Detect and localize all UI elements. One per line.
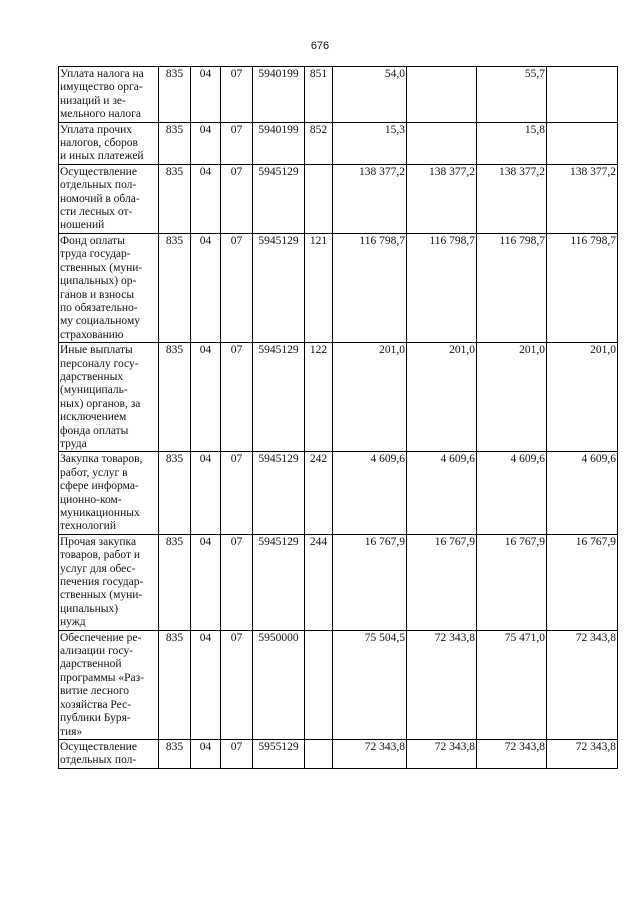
- table-row: [59, 534, 618, 630]
- amount-3-cell: 201,0: [477, 343, 547, 452]
- section-code-cell: 04: [191, 630, 221, 739]
- item-name-line: дарственной: [60, 658, 122, 671]
- table-row: [59, 233, 618, 342]
- section-code-cell: 04: [191, 164, 221, 233]
- item-name-line: исключением: [60, 411, 127, 424]
- expense-type-cell: 244: [305, 534, 333, 630]
- item-name-line: Осуществление: [60, 165, 137, 178]
- item-name-line: ственных (муни-: [60, 261, 143, 274]
- amount-4-cell: [547, 67, 618, 123]
- amount-2-cell: 138 377,2: [407, 164, 477, 233]
- item-name-line: Обеспечение ре-: [60, 631, 142, 644]
- item-name-line: страхованию: [60, 328, 124, 341]
- target-code-cell: 5945129: [253, 233, 305, 342]
- item-name-line: работ, услуг в: [60, 466, 128, 479]
- item-name-line: отдельных пол-: [60, 754, 137, 767]
- item-name-cell: [59, 452, 159, 534]
- item-name-line: имущество орга-: [60, 81, 143, 94]
- item-name-cell: [59, 739, 159, 768]
- item-name-line: Уплата налога на: [60, 68, 144, 80]
- subsection-code-cell: 07: [221, 164, 253, 233]
- expense-type-cell: 242: [305, 452, 333, 534]
- target-code-cell: 5945129: [253, 164, 305, 233]
- item-name-line: тия»: [60, 725, 83, 738]
- target-code-cell: 5945129: [253, 452, 305, 534]
- item-name-line: ношений: [60, 219, 105, 232]
- item-name-line: публики Буря-: [60, 712, 131, 725]
- amount-3-cell: 75 471,0: [477, 630, 547, 739]
- expense-type-cell: 122: [305, 343, 333, 452]
- item-name-line: дарственных: [60, 370, 124, 383]
- subsection-code-cell: 07: [221, 343, 253, 452]
- subsection-code-cell: 07: [221, 67, 253, 123]
- item-name-line: сфере информа-: [60, 480, 139, 493]
- item-name-line: налогов, сборов: [60, 137, 138, 150]
- amount-3-cell: 55,7: [477, 67, 547, 123]
- item-name-line: муникационных: [60, 507, 140, 519]
- ministry-code-cell: 835: [159, 630, 191, 739]
- item-name-line: печения государ-: [60, 576, 144, 589]
- item-name-line: ганов и взносы: [60, 288, 135, 301]
- section-code-cell: 04: [191, 122, 221, 164]
- expense-type-cell: 851: [305, 67, 333, 123]
- item-name-line: ализации госу-: [60, 645, 134, 658]
- item-name-line: му социальному: [60, 315, 140, 328]
- item-name-line: по обязательно-: [60, 301, 138, 314]
- target-code-cell: 5945129: [253, 534, 305, 630]
- amount-4-cell: 201,0: [547, 343, 618, 452]
- page-number: 676: [310, 40, 330, 52]
- item-name-line: низаций и зе-: [60, 94, 126, 107]
- amount-2-cell: 72 343,8: [407, 739, 477, 768]
- item-name-cell: [59, 164, 159, 233]
- amount-4-cell: 138 377,2: [547, 164, 618, 233]
- table-row: [59, 122, 618, 164]
- item-name-line: Уплата прочих: [60, 123, 133, 136]
- ministry-code-cell: 835: [159, 122, 191, 164]
- item-name-line: персоналу госу-: [60, 357, 139, 370]
- item-name-line: мельного налога: [60, 108, 141, 121]
- item-name-cell: [59, 343, 159, 452]
- target-code-cell: 5950000: [253, 630, 305, 739]
- amount-3-cell: 138 377,2: [477, 164, 547, 233]
- amount-2-cell: [407, 122, 477, 164]
- amount-3-cell: 15,8: [477, 122, 547, 164]
- amount-2-cell: 16 767,9: [407, 534, 477, 630]
- item-name-line: труда государ-: [60, 248, 131, 261]
- item-name-line: (муниципаль-: [60, 384, 128, 397]
- amount-1-cell: 15,3: [333, 122, 407, 164]
- item-name-line: номочий в обла-: [60, 192, 140, 205]
- expense-type-cell: [305, 164, 333, 233]
- amount-3-cell: 116 798,7: [477, 233, 547, 342]
- item-name-line: и иных платежей: [60, 150, 144, 163]
- amount-3-cell: 72 343,8: [477, 739, 547, 768]
- subsection-code-cell: 07: [221, 534, 253, 630]
- table-row: [59, 164, 618, 233]
- section-code-cell: 04: [191, 67, 221, 123]
- item-name-line: витие лесного: [60, 685, 130, 698]
- amount-2-cell: 4 609,6: [407, 452, 477, 534]
- expense-type-cell: 121: [305, 233, 333, 342]
- budget-table: [58, 66, 618, 769]
- item-name-line: фонда оплаты: [60, 424, 129, 437]
- target-code-cell: 5940199: [253, 67, 305, 123]
- subsection-code-cell: 07: [221, 739, 253, 768]
- ministry-code-cell: 835: [159, 233, 191, 342]
- amount-1-cell: 16 767,9: [333, 534, 407, 630]
- table-row: [59, 343, 618, 452]
- amount-1-cell: 75 504,5: [333, 630, 407, 739]
- expense-type-cell: [305, 630, 333, 739]
- subsection-code-cell: 07: [221, 233, 253, 342]
- item-name-line: ционно-ком-: [60, 493, 122, 506]
- item-name-line: хозяйства Рес-: [60, 698, 132, 711]
- expense-type-cell: [305, 739, 333, 768]
- item-name-line: ципальных): [60, 602, 119, 615]
- item-name-line: Прочая закупка: [60, 535, 137, 548]
- table-row: [59, 739, 618, 768]
- ministry-code-cell: 835: [159, 67, 191, 123]
- target-code-cell: 5945129: [253, 343, 305, 452]
- item-name-line: труда: [60, 437, 87, 450]
- item-name-line: товаров, работ и: [60, 549, 141, 562]
- item-name-line: Осуществление: [60, 740, 137, 753]
- section-code-cell: 04: [191, 233, 221, 342]
- item-name-cell: [59, 534, 159, 630]
- ministry-code-cell: 835: [159, 452, 191, 534]
- item-name-cell: [59, 67, 159, 123]
- item-name-cell: [59, 630, 159, 739]
- amount-2-cell: 116 798,7: [407, 233, 477, 342]
- amount-2-cell: 201,0: [407, 343, 477, 452]
- subsection-code-cell: 07: [221, 630, 253, 739]
- amount-4-cell: 72 343,8: [547, 739, 618, 768]
- amount-2-cell: [407, 67, 477, 123]
- amount-3-cell: 16 767,9: [477, 534, 547, 630]
- amount-1-cell: 116 798,7: [333, 233, 407, 342]
- table-row: [59, 452, 618, 534]
- amount-4-cell: 116 798,7: [547, 233, 618, 342]
- item-name-line: технологий: [60, 520, 116, 533]
- item-name-line: Фонд оплаты: [60, 234, 125, 247]
- ministry-code-cell: 835: [159, 343, 191, 452]
- target-code-cell: 5940199: [253, 122, 305, 164]
- item-name-line: ственных (муни-: [60, 589, 143, 602]
- section-code-cell: 04: [191, 534, 221, 630]
- item-name-cell: [59, 122, 159, 164]
- item-name-line: нужд: [60, 616, 86, 629]
- ministry-code-cell: 835: [159, 534, 191, 630]
- item-name-line: сти лесных от-: [60, 206, 133, 219]
- section-code-cell: 04: [191, 343, 221, 452]
- amount-4-cell: 4 609,6: [547, 452, 618, 534]
- expense-type-cell: 852: [305, 122, 333, 164]
- item-name-line: программы «Раз-: [60, 671, 145, 684]
- table-row: [59, 630, 618, 739]
- amount-4-cell: 16 767,9: [547, 534, 618, 630]
- ministry-code-cell: 835: [159, 164, 191, 233]
- subsection-code-cell: 07: [221, 122, 253, 164]
- ministry-code-cell: 835: [159, 739, 191, 768]
- item-name-line: ных) органов, за: [60, 397, 141, 410]
- amount-1-cell: 72 343,8: [333, 739, 407, 768]
- item-name-line: Иные выплаты: [60, 344, 133, 357]
- section-code-cell: 04: [191, 452, 221, 534]
- item-name-line: ципальных) ор-: [60, 275, 137, 288]
- item-name-line: услуг для обес-: [60, 562, 136, 575]
- section-code-cell: 04: [191, 739, 221, 768]
- item-name-cell: [59, 233, 159, 342]
- target-code-cell: 5955129: [253, 739, 305, 768]
- item-name-line: отдельных пол-: [60, 179, 137, 192]
- amount-1-cell: 138 377,2: [333, 164, 407, 233]
- amount-4-cell: [547, 122, 618, 164]
- subsection-code-cell: 07: [221, 452, 253, 534]
- table-row: [59, 67, 618, 123]
- amount-3-cell: 4 609,6: [477, 452, 547, 534]
- amount-4-cell: 72 343,8: [547, 630, 618, 739]
- item-name-line: Закупка товаров,: [60, 453, 143, 466]
- amount-1-cell: 201,0: [333, 343, 407, 452]
- amount-1-cell: 4 609,6: [333, 452, 407, 534]
- amount-1-cell: 54,0: [333, 67, 407, 123]
- table-body: [59, 67, 618, 769]
- amount-2-cell: 72 343,8: [407, 630, 477, 739]
